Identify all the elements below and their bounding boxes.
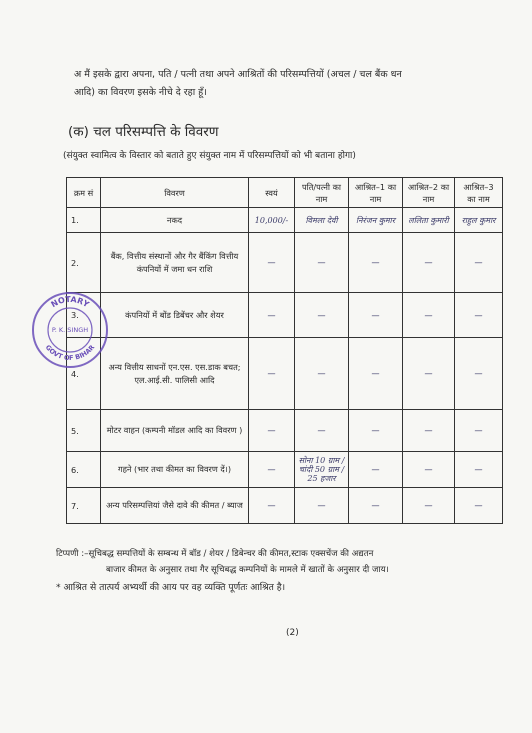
footer-note-2: बाजार कीमत के अनुसार तथा गैर सूचिबद्ध कम्पनियों के मामले में खातों के अनुसार दी जाय। (106, 565, 389, 575)
row-spouse: — (295, 338, 349, 410)
section-heading: (क) चल परिसम्पत्ति के विवरण (68, 124, 219, 140)
row-self: — (249, 338, 295, 410)
intro-paragraph (74, 66, 484, 102)
stamp-top-text: NOTARY (49, 294, 91, 310)
row-description: नकद (101, 208, 249, 233)
row-dependent-1: — (349, 452, 403, 488)
header-serial: क्रम सं (67, 178, 101, 208)
footer-note-1: टिप्पणी :–सूचिबद्ध सम्पत्तियों के सम्बन्ध में बॉड / शेयर / डिबेन्चर की कीमत,स्टाक एक्सचेंज की अद्यतन (56, 549, 374, 559)
row-serial: 5. (67, 410, 101, 452)
header-dependent-2: आश्रित–2 का नाम (403, 178, 455, 208)
header-dependent-3: आश्रित–3 का नाम (455, 178, 503, 208)
row-serial: 3. (67, 293, 101, 338)
stamp-bottom-text: GOVT OF BIHAR (43, 343, 97, 363)
row-spouse: — (295, 410, 349, 452)
row-dependent-3: — (455, 488, 503, 524)
row-dependent-3: — (455, 293, 503, 338)
row-dependent-2: ललिता कुमारी (403, 208, 455, 233)
table-row (67, 208, 503, 233)
footer-note-3: * आश्रित से तात्पर्य अभ्यर्थी की आय पर वह व्यक्ति पूर्णतः आश्रित है। (56, 582, 286, 593)
row-self: — (249, 233, 295, 293)
row-dependent-1: — (349, 410, 403, 452)
row-spouse: विमला देवी (295, 208, 349, 233)
row-dependent-3: — (455, 452, 503, 488)
row-spouse: सोना 10 ग्राम / चांदी 50 ग्राम / 25 हजार (295, 452, 349, 488)
row-dependent-2: — (403, 410, 455, 452)
row-dependent-2: — (403, 452, 455, 488)
row-dependent-2: — (403, 488, 455, 524)
row-serial: 2. (67, 233, 101, 293)
row-serial: 1. (67, 208, 101, 233)
row-self: 10,000/- (249, 208, 295, 233)
row-serial: 7. (67, 488, 101, 524)
header-self: स्वयं (249, 178, 295, 208)
table-row (67, 293, 503, 338)
row-description: अन्य परिसम्पत्तियां जैसे दावे की कीमत / ब्याज (101, 488, 249, 524)
header-spouse: पति/पत्नी का नाम (295, 178, 349, 208)
row-dependent-1: — (349, 293, 403, 338)
row-description: कंपनियों में बोंड डिबेंचर और शेयर (101, 293, 249, 338)
row-serial: 6. (67, 452, 101, 488)
page-number: (2) (286, 628, 299, 638)
row-self: — (249, 410, 295, 452)
row-dependent-3: — (455, 338, 503, 410)
row-spouse: — (295, 233, 349, 293)
row-spouse: — (295, 488, 349, 524)
row-description: गहने (भार तथा कीमत का विवरण दें।) (101, 452, 249, 488)
row-self: — (249, 293, 295, 338)
row-description: मोटर वाहन (कम्पनी मॉडल आदि का विवरण ) (101, 410, 249, 452)
table-row (67, 452, 503, 488)
row-dependent-1: निरंजन कुमार (349, 208, 403, 233)
row-dependent-3: — (455, 233, 503, 293)
row-self: — (249, 488, 295, 524)
row-dependent-1: — (349, 233, 403, 293)
row-description: अन्य वित्तीय साधनों एन.एस. एस.डाक बचत; एल.आई.सी. पालिसी आदि (101, 338, 249, 410)
row-self: — (249, 452, 295, 488)
row-serial: 4. (67, 338, 101, 410)
row-dependent-1: — (349, 488, 403, 524)
row-dependent-2: — (403, 338, 455, 410)
table-row (67, 233, 503, 293)
row-dependent-2: — (403, 233, 455, 293)
section-subnote: (संयुक्त स्वामित्व के विस्तार को बताते हुए संयुक्त नाम में परिसम्पत्तियों को भी बताना होगा) (63, 151, 356, 161)
row-description: बैंक, वित्तीय संस्थानों और गैर बैंकिंग वित्तीय कंपनियों में जमा धन राशि (101, 233, 249, 293)
intro-line-1: अ मैं इसके द्वारा अपना, पति / पत्नी तथा अपने आश्रितों की परिसम्पत्तियों (अचल / चल बैंक धन (74, 69, 402, 80)
stamp-name: P. K. SINGH (51, 326, 89, 334)
movable-assets-table (66, 177, 503, 524)
row-dependent-2: — (403, 293, 455, 338)
row-dependent-3: राहुल कुमार (455, 208, 503, 233)
footer-notes (56, 546, 496, 596)
notary-stamp (30, 290, 110, 370)
row-dependent-1: — (349, 338, 403, 410)
table-header-row (67, 178, 503, 208)
header-description: विवरण (101, 178, 249, 208)
row-dependent-3: — (455, 410, 503, 452)
table-row (67, 410, 503, 452)
header-dependent-1: आश्रित–1 का नाम (349, 178, 403, 208)
row-spouse: — (295, 293, 349, 338)
intro-line-2: आदि) का विवरण इसके नीचे दे रहा हूँ। (74, 87, 207, 98)
table-row (67, 488, 503, 524)
table-row (67, 338, 503, 410)
